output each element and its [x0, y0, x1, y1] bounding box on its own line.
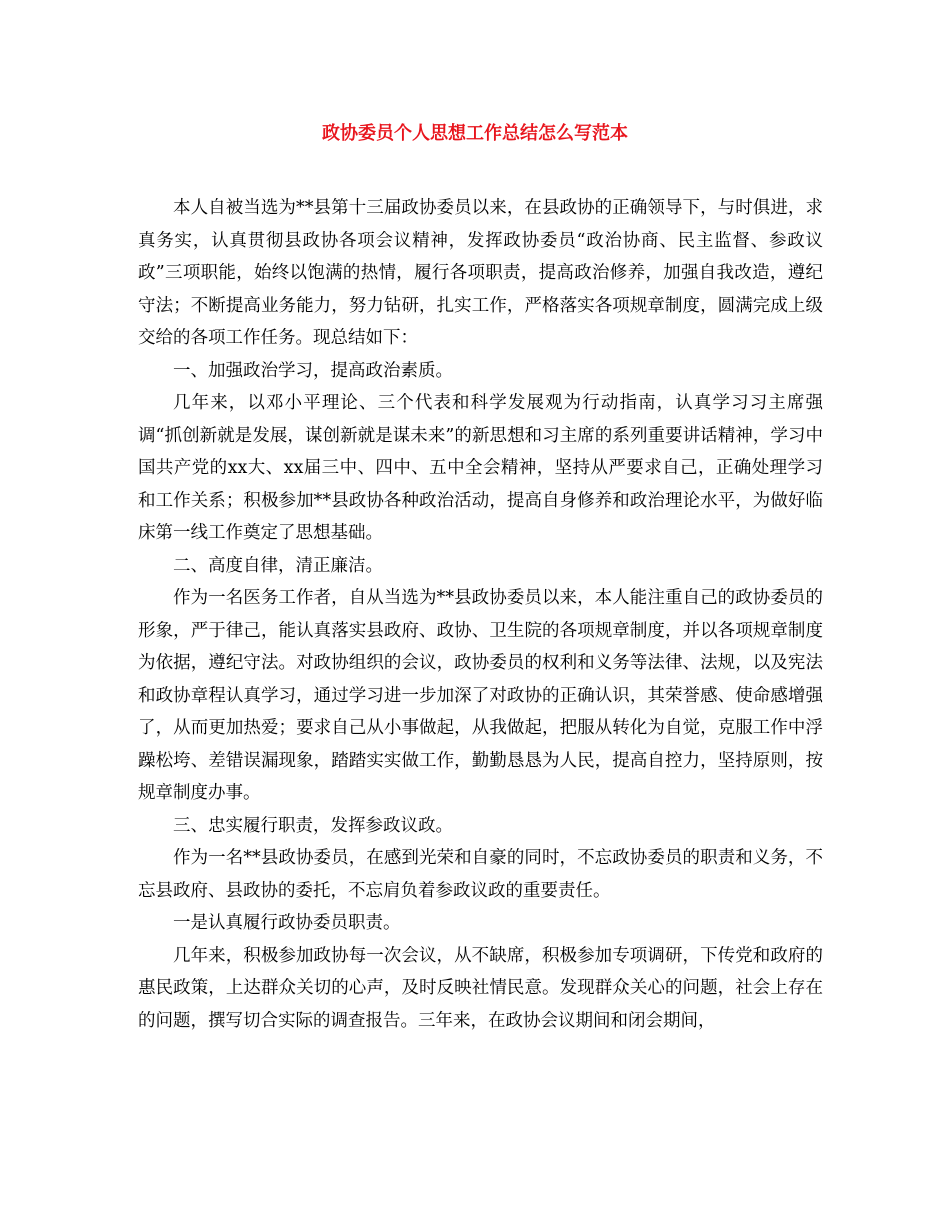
- paragraph-section-2: 作为一名医务工作者，自从当选为**县政协委员以来，本人能注重自己的政协委员的形象，严于律己，能认真落实县政府、政协、卫生院的各项规章制度，并以各项规章制度为依据，遵纪守法。对政协组织的会议，政协委员的权利和义务等法律、法规，以及宪法和政协章程认真学习，通过学习进一步加深了对政协的正确认识，其荣誉感、使命感增强了，从而更加热爱；要求自己从小事做起，从我做起，把服从转化为自觉，克服工作中浮躁松垮、差错误漏现象，踏踏实实做工作，勤勤恳恳为人民，提高自控力，坚持原则，按规章制度办事。: [138, 588, 823, 803]
- heading-section-2: 二、高度自律，清正廉洁。: [173, 555, 383, 576]
- heading-section-3: 三、忠实履行职责，发挥参政议政。: [173, 815, 453, 836]
- heading-section-1: 一、加强政治学习，提高政治素质。: [173, 360, 453, 381]
- subheading-point-1: 一是认真履行政协委员职责。: [173, 913, 401, 933]
- document-body: [138, 192, 823, 1037]
- paragraph-section-3: 作为一名**县政协委员，在感到光荣和自豪的同时，不忘政协委员的职责和义务，不忘县政府、县政协的委托，不忘肩负着参政议政的重要责任。: [138, 848, 823, 901]
- paragraph-intro: 本人自被当选为**县第十三届政协委员以来，在县政协的正确领导下，与时俱进，求真务实，认真贯彻县政协各项会议精神，发挥政协委员“政治协商、民主监督、参政议政”三项职能，始终以饱满的热情，履行各项职责，提高政治修养，加强自我改造，遵纪守法；不断提高业务能力，努力钻研，扎实工作，严格落实各项规章制度，圆满完成上级交给的各项工作任务。现总结如下：: [138, 198, 823, 348]
- paragraph-section-1: 几年来，以邓小平理论、三个代表和科学发展观为行动指南，认真学习习主席强调“抓创新就是发展，谋创新就是谋未来”的新思想和习主席的系列重要讲话精神，学习中国共产党的xx大、xx届三中、四中、五中全会精神，坚持从严要求自己，正确处理学习和工作关系；积极参加**县政协各种政治活动，提高自身修养和政治理论水平，为做好临床第一线工作奠定了思想基础。: [138, 393, 823, 543]
- document-title: 政协委员个人思想工作总结怎么写范本: [322, 123, 628, 144]
- paragraph-point-1: 几年来，积极参加政协每一次会议，从不缺席，积极参加专项调研，下传党和政府的惠民政策，上达群众关切的心声，及时反映社情民意。发现群众关心的问题，社会上存在的问题，撰写切合实际的调查报告。三年来，在政协会议期间和闭会期间，: [138, 945, 823, 1031]
